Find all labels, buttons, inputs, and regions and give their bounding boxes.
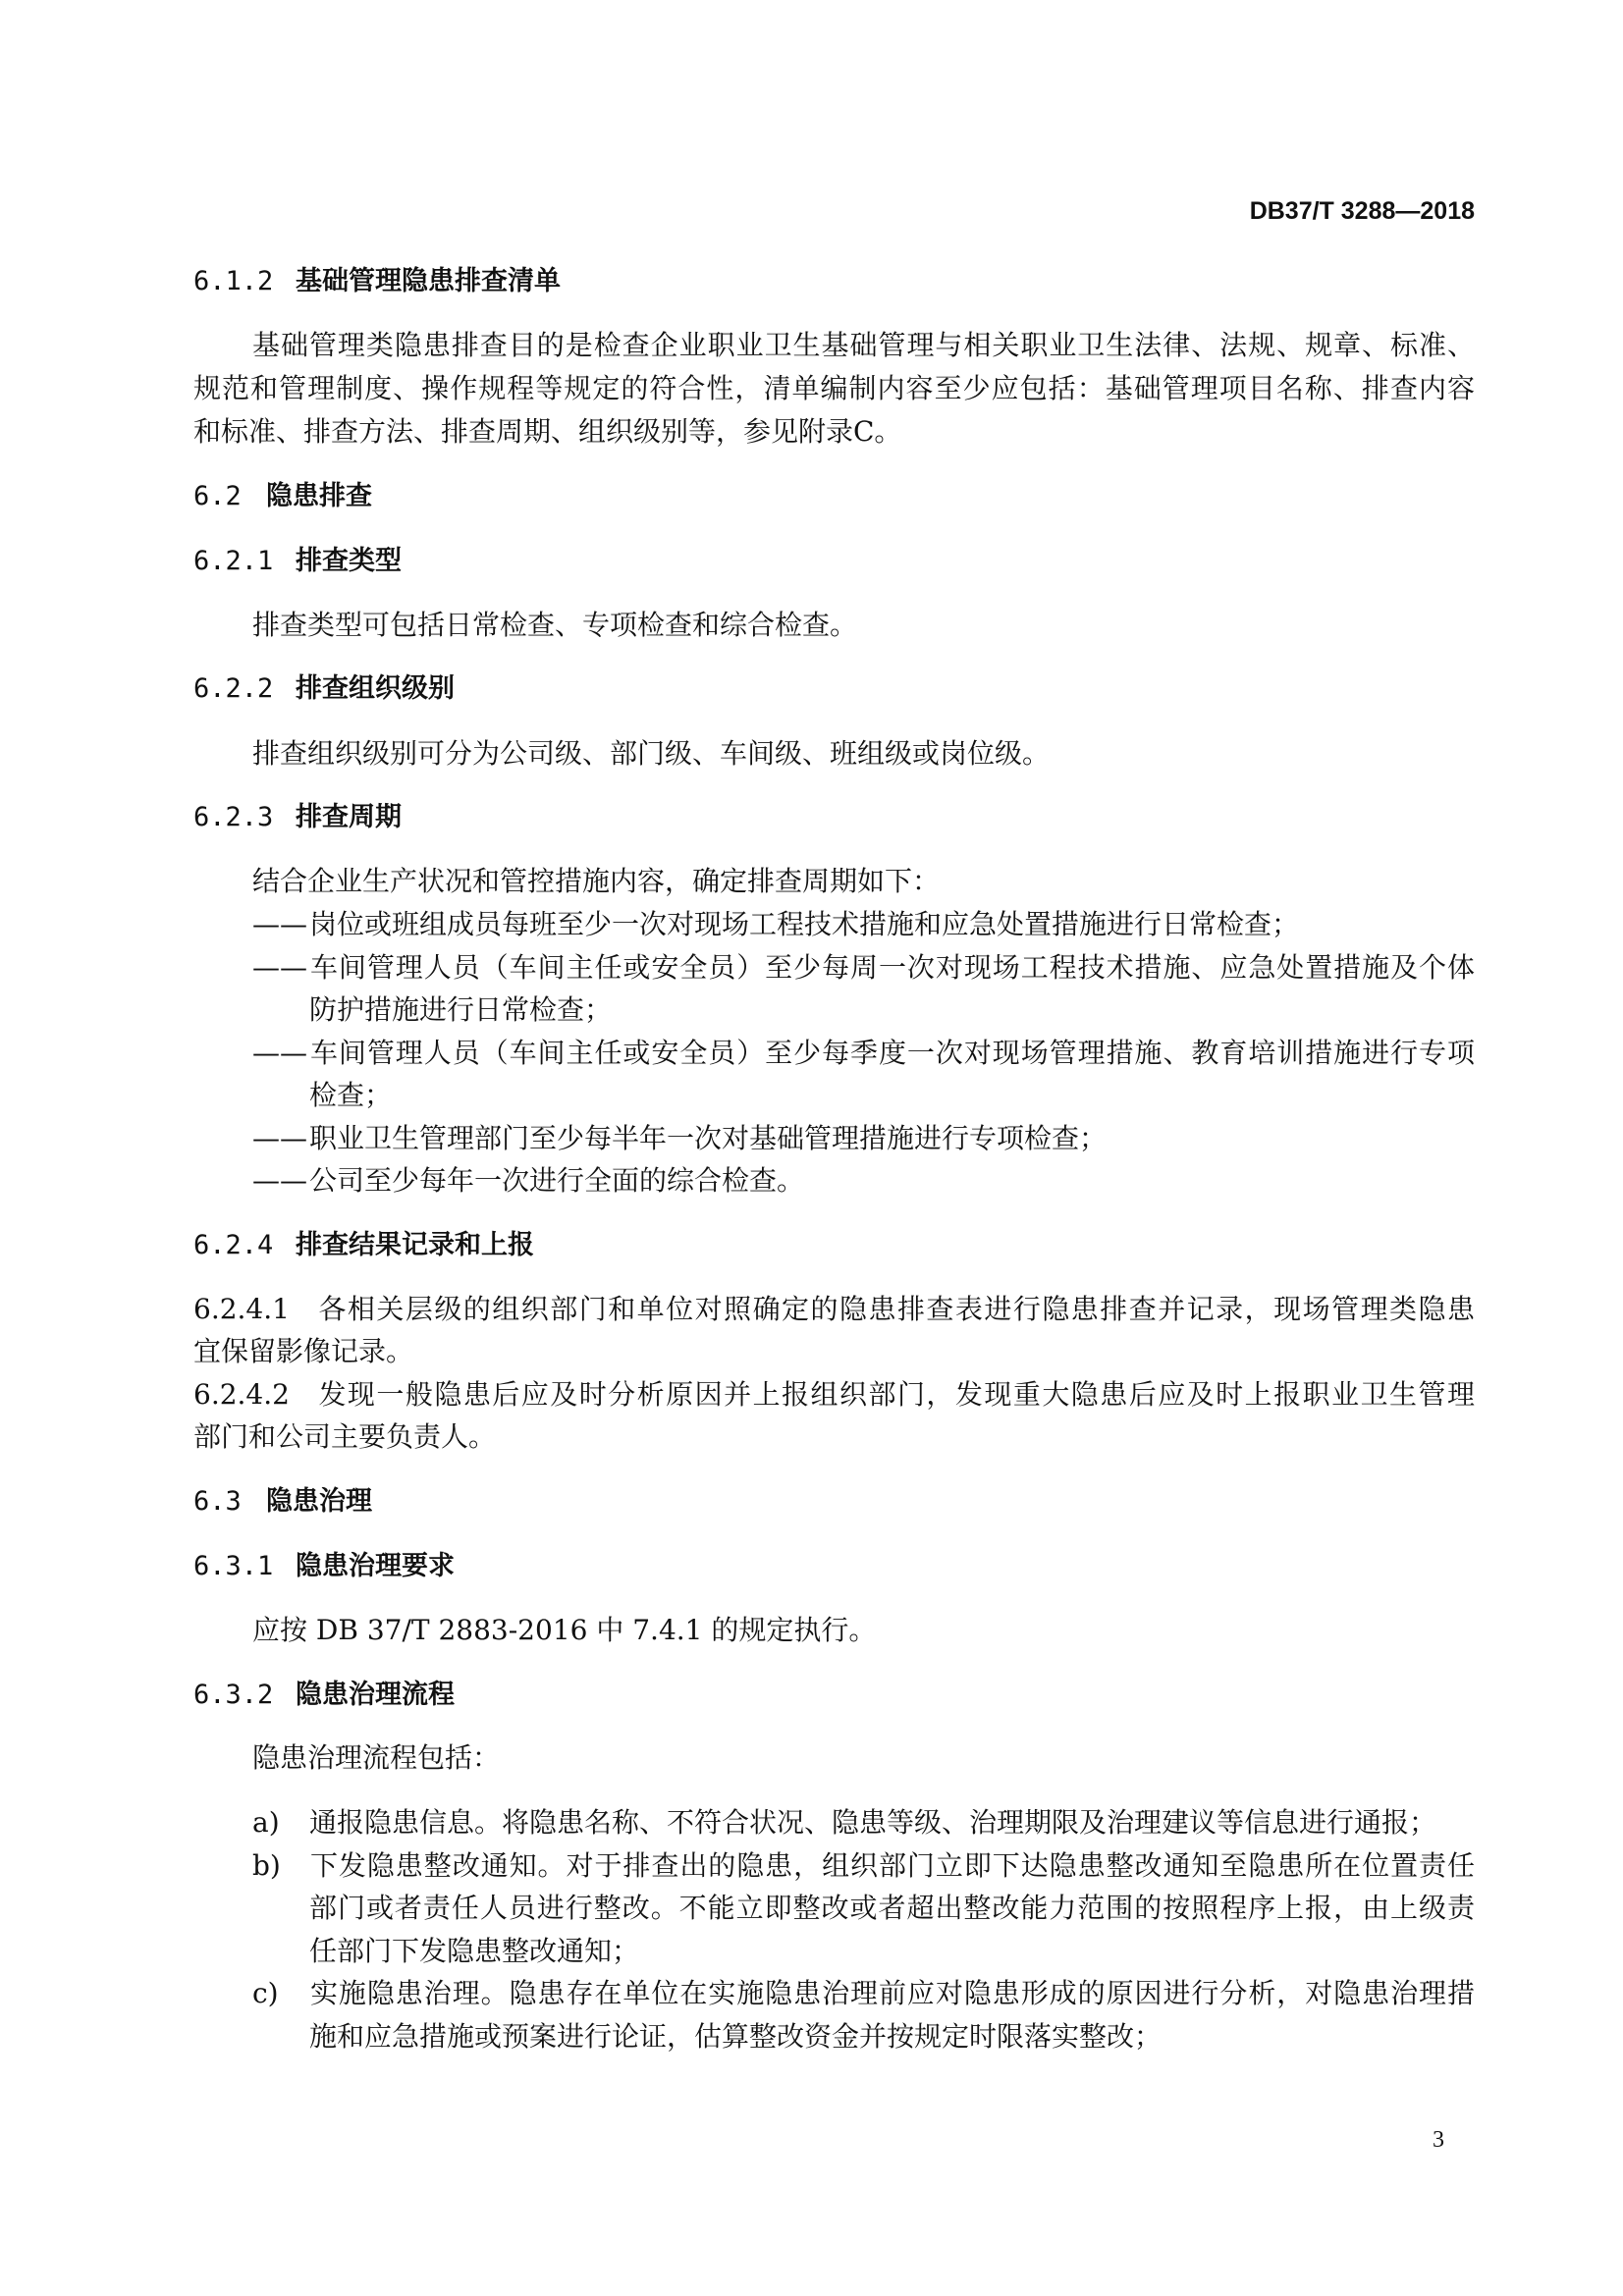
section-title: 隐患治理流程 xyxy=(296,1680,455,1710)
section-number: 6.2.2 xyxy=(193,673,274,704)
list-item-text: 岗位或班组成员每班至少一次对现场工程技术措施和应急处置措施进行日常检查； xyxy=(309,908,1300,940)
list-item-text: 公司至少每年一次进行全面的综合检查。 xyxy=(309,1164,805,1197)
list-item xyxy=(252,907,1299,942)
list-item-continuation: 防护措施进行日常检查； xyxy=(309,993,613,1026)
section-heading xyxy=(193,479,372,514)
clause-paragraph xyxy=(193,1292,1475,1327)
paragraph-line: 排查类型可包括日常检查、专项检查和综合检查。 xyxy=(252,609,858,641)
section-title: 隐患排查 xyxy=(266,481,372,511)
section-heading xyxy=(193,1228,534,1263)
list-item xyxy=(252,1121,1107,1156)
paragraph-line: 隐患治理流程包括： xyxy=(252,1741,501,1774)
paragraph-line: 结合企业生产状况和管控措施内容，确定排查周期如下： xyxy=(252,865,941,897)
list-item-continuation: 施和应急措施或预案进行论证，估算整改资金并按规定时限落实整改； xyxy=(309,2020,1163,2053)
list-item-text: 通报隐患信息。将隐患名称、不符合状况、隐患等级、治理期限及治理建议等信息进行通报； xyxy=(309,1806,1437,1839)
list-item-text: 车间管理人员（车间主任或安全员）至少每季度一次对现场管理措施、教育培训措施进行专项 xyxy=(309,1037,1475,1069)
section-title: 基础管理隐患排查清单 xyxy=(296,266,561,296)
list-item-label: b) xyxy=(252,1849,281,1882)
section-number: 6.3.2 xyxy=(193,1680,274,1710)
list-item-continuation: 部门或者责任人员进行整改。不能立即整改或者超出整改能力范围的按照程序上报，由上级责 xyxy=(309,1892,1475,1924)
section-heading xyxy=(193,1484,372,1520)
section-number: 6.2.4 xyxy=(193,1230,274,1260)
list-item xyxy=(252,1036,1475,1071)
document-code: DB37/T 3288—2018 xyxy=(1249,197,1475,225)
list-item-continuation: 检查； xyxy=(309,1079,393,1111)
paragraph-line: 和标准、排查方法、排查周期、组织级别等，参见附录C。 xyxy=(193,415,902,448)
section-number: 6.2.3 xyxy=(193,802,274,832)
list-item-text: 下发隐患整改通知。对于排查出的隐患，组织部门立即下达隐患整改通知至隐患所在位置责任 xyxy=(309,1849,1475,1882)
paragraph-line: 规范和管理制度、操作规程等规定的符合性，清单编制内容至少应包括：基础管理项目名称、排查内容 xyxy=(193,372,1475,404)
list-item xyxy=(252,1805,1436,1841)
section-heading xyxy=(193,800,402,835)
section-heading xyxy=(193,544,402,579)
clause-continuation: 部门和公司主要负责人。 xyxy=(193,1420,497,1453)
list-item-continuation: 任部门下发隐患整改通知； xyxy=(309,1935,640,1967)
list-item-text: 职业卫生管理部门至少每半年一次对基础管理措施进行专项检查； xyxy=(309,1122,1108,1154)
clause-text: 发现一般隐患后应及时分析原因并上报组织部门，发现重大隐患后应及时上报职业卫生管理 xyxy=(316,1378,1475,1411)
section-title: 隐患治理要求 xyxy=(296,1551,455,1581)
page-number: 3 xyxy=(1433,2127,1444,2153)
paragraph-line: 基础管理类隐患排查目的是检查企业职业卫生基础管理与相关职业卫生法律、法规、规章、标准、 xyxy=(252,329,1475,361)
list-item-label: c) xyxy=(252,1977,279,2009)
clause-text: 各相关层级的组织部门和单位对照确定的隐患排查表进行隐患排查并记录，现场管理类隐患 xyxy=(316,1293,1475,1325)
clause-number: 6.2.4.2 xyxy=(193,1378,290,1411)
list-item-text: 实施隐患治理。隐患存在单位在实施隐患治理前应对隐患形成的原因进行分析，对隐患治理措 xyxy=(309,1977,1475,2009)
clause-number: 6.2.4.1 xyxy=(193,1293,290,1325)
list-item xyxy=(252,1163,804,1199)
section-number: 6.3 xyxy=(193,1486,242,1517)
list-item-label: a) xyxy=(252,1806,280,1839)
section-number: 6.2.1 xyxy=(193,546,274,576)
section-title: 隐患治理 xyxy=(266,1486,372,1517)
section-number: 6.2 xyxy=(193,481,242,511)
section-title: 排查结果记录和上报 xyxy=(296,1230,534,1260)
list-item xyxy=(252,1848,1475,1884)
paragraph-line: 应按 DB 37/T 2883-2016 中 7.4.1 的规定执行。 xyxy=(252,1614,877,1646)
dash-marker: —— xyxy=(252,951,307,984)
dash-marker: —— xyxy=(252,908,307,940)
paragraph-line: 排查组织级别可分为公司级、部门级、车间级、班组级或岗位级。 xyxy=(252,737,1051,770)
section-heading xyxy=(193,1549,455,1584)
dash-marker: —— xyxy=(252,1164,307,1197)
dash-marker: —— xyxy=(252,1122,307,1154)
list-item-text: 车间管理人员（车间主任或安全员）至少每周一次对现场工程技术措施、应急处置措施及个体 xyxy=(309,951,1475,984)
list-item xyxy=(252,950,1475,986)
section-heading xyxy=(193,671,455,707)
clause-continuation: 宜保留影像记录。 xyxy=(193,1335,414,1367)
clause-paragraph xyxy=(193,1377,1475,1413)
section-heading xyxy=(193,1678,455,1713)
section-number: 6.3.1 xyxy=(193,1551,274,1581)
dash-marker: —— xyxy=(252,1037,307,1069)
section-title: 排查类型 xyxy=(296,546,402,576)
section-title: 排查周期 xyxy=(296,802,402,832)
section-heading xyxy=(193,264,561,299)
list-item xyxy=(252,1976,1475,2011)
section-title: 排查组织级别 xyxy=(296,673,455,704)
section-number: 6.1.2 xyxy=(193,266,274,296)
